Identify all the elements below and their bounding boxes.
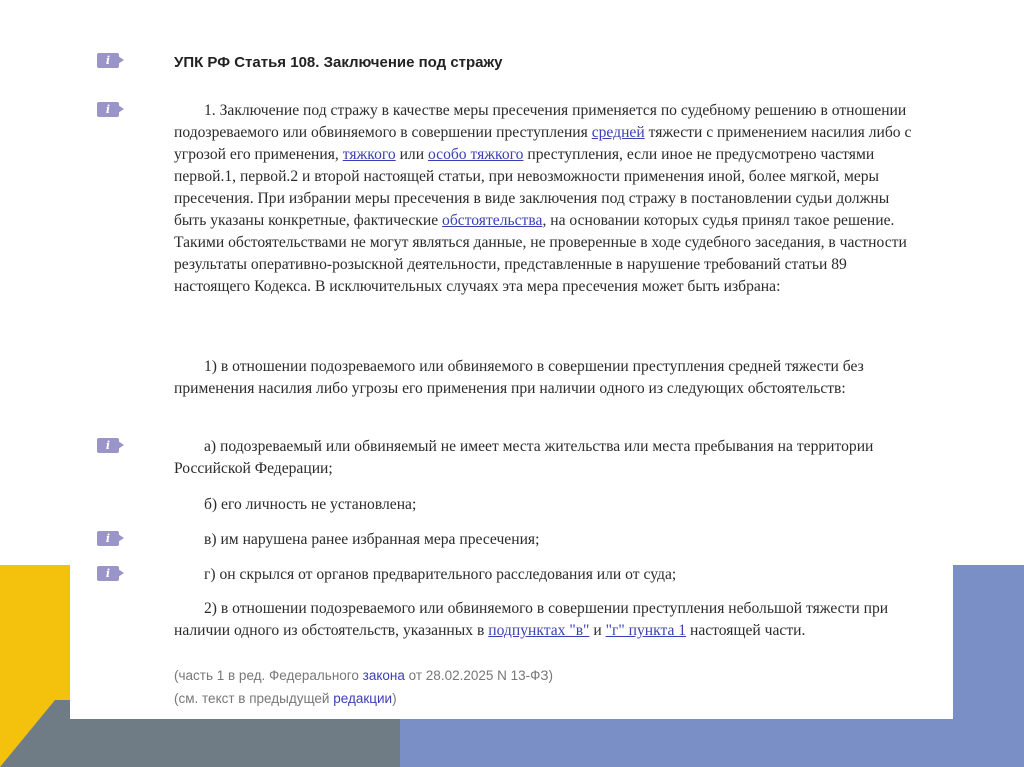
- info-icon[interactable]: i: [97, 102, 119, 117]
- info-icon[interactable]: i: [97, 53, 119, 68]
- link-circumstances[interactable]: обстоятельства: [442, 212, 543, 229]
- text-run: ): [392, 691, 397, 706]
- info-icon[interactable]: i: [97, 438, 119, 453]
- list-item-2: [174, 598, 924, 642]
- text-run: тяжести с применением насилия либо с угрозой его применения,: [174, 124, 912, 163]
- edition-note: [174, 665, 914, 687]
- list-item-g: г) он скрылся от органов предварительного расследования или от суда;: [204, 566, 677, 583]
- list-item-b: б) его личность не установлена;: [204, 496, 417, 513]
- text-run: настоящей части.: [686, 622, 806, 639]
- list-item-v: в) им нарушена ранее избранная мера пресечения;: [204, 531, 540, 548]
- text-run: преступления, если иное не предусмотрено частями первой.1, первой.2 и второй настоящей статьи, при невозможности применения иной, более мягкой, меры пресечения. При избрании меры пресечения в виде заключения под стражу в постановлении судьи должны быть указаны конкретные, фактические: [174, 146, 890, 229]
- link-subitems-v[interactable]: подпунктах "в": [488, 622, 590, 639]
- link-medium-gravity[interactable]: средней: [591, 124, 645, 141]
- link-federal-law[interactable]: закона: [362, 668, 405, 683]
- link-especially-grave[interactable]: особо тяжкого: [427, 146, 524, 163]
- text-run: , на основании которых судья принял такое решение. Такими обстоятельствами не могут являться данные, не проверенные в ходе судебного заседания, в частности результаты оперативно-розыскной деятельности, представленные в нарушение требований статьи 89 настоящего Кодекса. В исключительных случаях эта мера пресечения может быть избрана:: [174, 212, 907, 295]
- previous-edition-note: [174, 688, 914, 710]
- text-run: 2) в отношении подозреваемого или обвиняемого в совершении преступления небольшой тяжести при наличии одного из обстоятельств, указанных в: [174, 600, 889, 639]
- text-run: (см. текст в предыдущей: [174, 691, 334, 706]
- text-run: и: [589, 622, 606, 639]
- info-icon[interactable]: i: [97, 566, 119, 581]
- text-run: (часть 1 в ред. Федерального: [174, 668, 363, 683]
- article-title: УПК РФ Статья 108. Заключение под стражу: [174, 54, 503, 71]
- link-previous-edition[interactable]: редакции: [333, 691, 393, 706]
- text-run: от 28.02.2025 N 13-ФЗ): [404, 668, 554, 683]
- link-grave[interactable]: тяжкого: [342, 146, 396, 163]
- paragraph-part-1: [174, 100, 924, 298]
- list-item-a: а) подозреваемый или обвиняемый не имеет места жительства или места пребывания на территории Российской Федерации;: [174, 438, 874, 477]
- list-item-1: 1) в отношении подозреваемого или обвиняемого в совершении преступления средней тяжести без применения насилия либо угрозы его применения при наличии одного из следующих обстоятельств:: [174, 358, 864, 397]
- info-icon[interactable]: i: [97, 531, 119, 546]
- link-subitem-g[interactable]: "г" пункта 1: [605, 622, 687, 639]
- text-run: 1. Заключение под стражу в качестве меры пресечения применяется по судебному решению в отношении подозреваемого или обвиняемого в совершении преступления: [174, 102, 907, 141]
- text-run: или: [395, 146, 428, 163]
